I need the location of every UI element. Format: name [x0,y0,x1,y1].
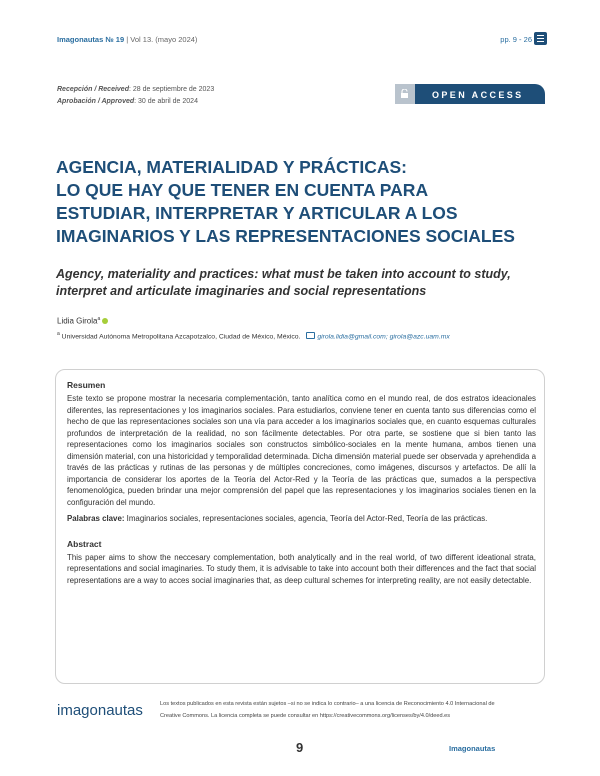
author-line [57,316,108,326]
affiliation [57,331,557,340]
journal-logo: imagonautas [57,702,143,719]
keywords [67,513,536,525]
resumen-text: Este texto se propone mostrar la necesaria complementación, tanto analítica como en el mundo real, de dos estratos ideacionales diferentes, las representaciones y los imaginarios sociales. Para estudiarlos, conviene tener en cuenta tanto sus diferencias como el hecho de que las representaciones sociales son una vía para acceder a los imaginarios sociales que, en cuanto esquemas culturales profundos de interpretación de la realidad, no son fácilmente detectables. Por otra parte, se sostiene que si bien tanto las representaciones como los imaginarios sociales son constructos simbólico-sociales en la mente humana, ambos tienen una dimensión material, con una historicidad y temporalidad determinada. Dicha dimensión material puede ser observada y aprehendida a través de las prácticas y rutinas de las personas y de múltiples concreciones, como imágenes, discursos y artefactos. De allí la importancia de considerar los aportes de la Teoría del Actor-Red y la Teoría de las prácticas que, sumados a la perspectiva fenomenológica, pueden brindar una mejor comprensión del papel que las representaciones y los imaginarios sociales tienen en la configuración del mundo. [67,394,536,507]
author-name: Lidia Girola [57,316,98,326]
book-icon [534,32,547,45]
title-en-line: interpret and articulate imaginaries and social representations [56,284,427,298]
title-line: LO QUE HAY QUE TENER EN CUENTA PARA [56,180,429,200]
lock-icon [400,89,409,98]
affiliation-text: Universidad Autónoma Metropolitana Azcapotzalco, Ciudad de México, México. [61,333,301,341]
journal-name: Imagonautas [57,35,104,44]
title-line: IMAGINARIOS Y LAS REPRESENTACIONES SOCIALES [56,226,515,246]
orcid-icon[interactable] [102,318,108,324]
approved-date: Aprobación / Approved: 30 de abril de 2024 [57,98,198,105]
open-access-label: OPEN ACCESS [432,90,524,100]
mail-icon [306,332,315,339]
abstract-heading: Abstract [67,538,102,549]
title-line: AGENCIA, MATERIALIDAD Y PRÁCTICAS: [56,157,407,177]
article-title-english [56,266,566,300]
license-line: Los textos publicados en esta revista están sujetos –si no se indica lo contrario– a una licencia de Reconocimiento 4.0 Internacional de [160,701,495,707]
license-notice [160,698,555,722]
author-emails[interactable]: girola.lidia@gmail.com; girola@azc.uam.mx [317,333,450,341]
affiliation-marker: a [57,331,60,337]
page-number: 9 [296,740,304,755]
received-date: Recepción / Received: 28 de septiembre de 2023 [57,86,215,93]
volume-info: | Vol 13. (mayo 2024) [126,35,198,44]
abstract-text: This paper aims to show the neccesary complementation, both analytically and in the real world, of two different ideational strata, representations and social imaginaries. To study them, it is advisable to take into account both their differences and the fact that social representations are a way to acces social imaginaries that, as deep cultural schemes for interpreting reality, are not easily detectable. [67,552,536,585]
keywords-label: Palabras clave: [67,514,125,523]
running-header [57,35,197,44]
issue-number: № 19 [105,35,125,44]
footer-brand: Imagonautas [449,744,496,753]
page-range: pp. 9 - 26 [500,35,532,44]
keywords-text: Imaginarios sociales, representaciones sociales, agencia, Teoría del Actor-Red, Teoría de las prácticas. [126,514,488,523]
article-title [56,156,556,248]
license-line: Creative Commons. La licencia completa se puede consultar en https://creativecommons.org/licenses/by/4.0/deed.es [160,713,451,719]
submission-dates [57,84,214,108]
title-line: ESTUDIAR, INTERPRETAR Y ARTICULAR A LOS [56,203,458,223]
abstract-box [55,369,545,684]
resumen-heading: Resumen [67,380,106,390]
title-en-line: Agency, materiality and practices: what must be taken into account to study, [56,267,511,281]
author-superscript: a [97,316,101,322]
